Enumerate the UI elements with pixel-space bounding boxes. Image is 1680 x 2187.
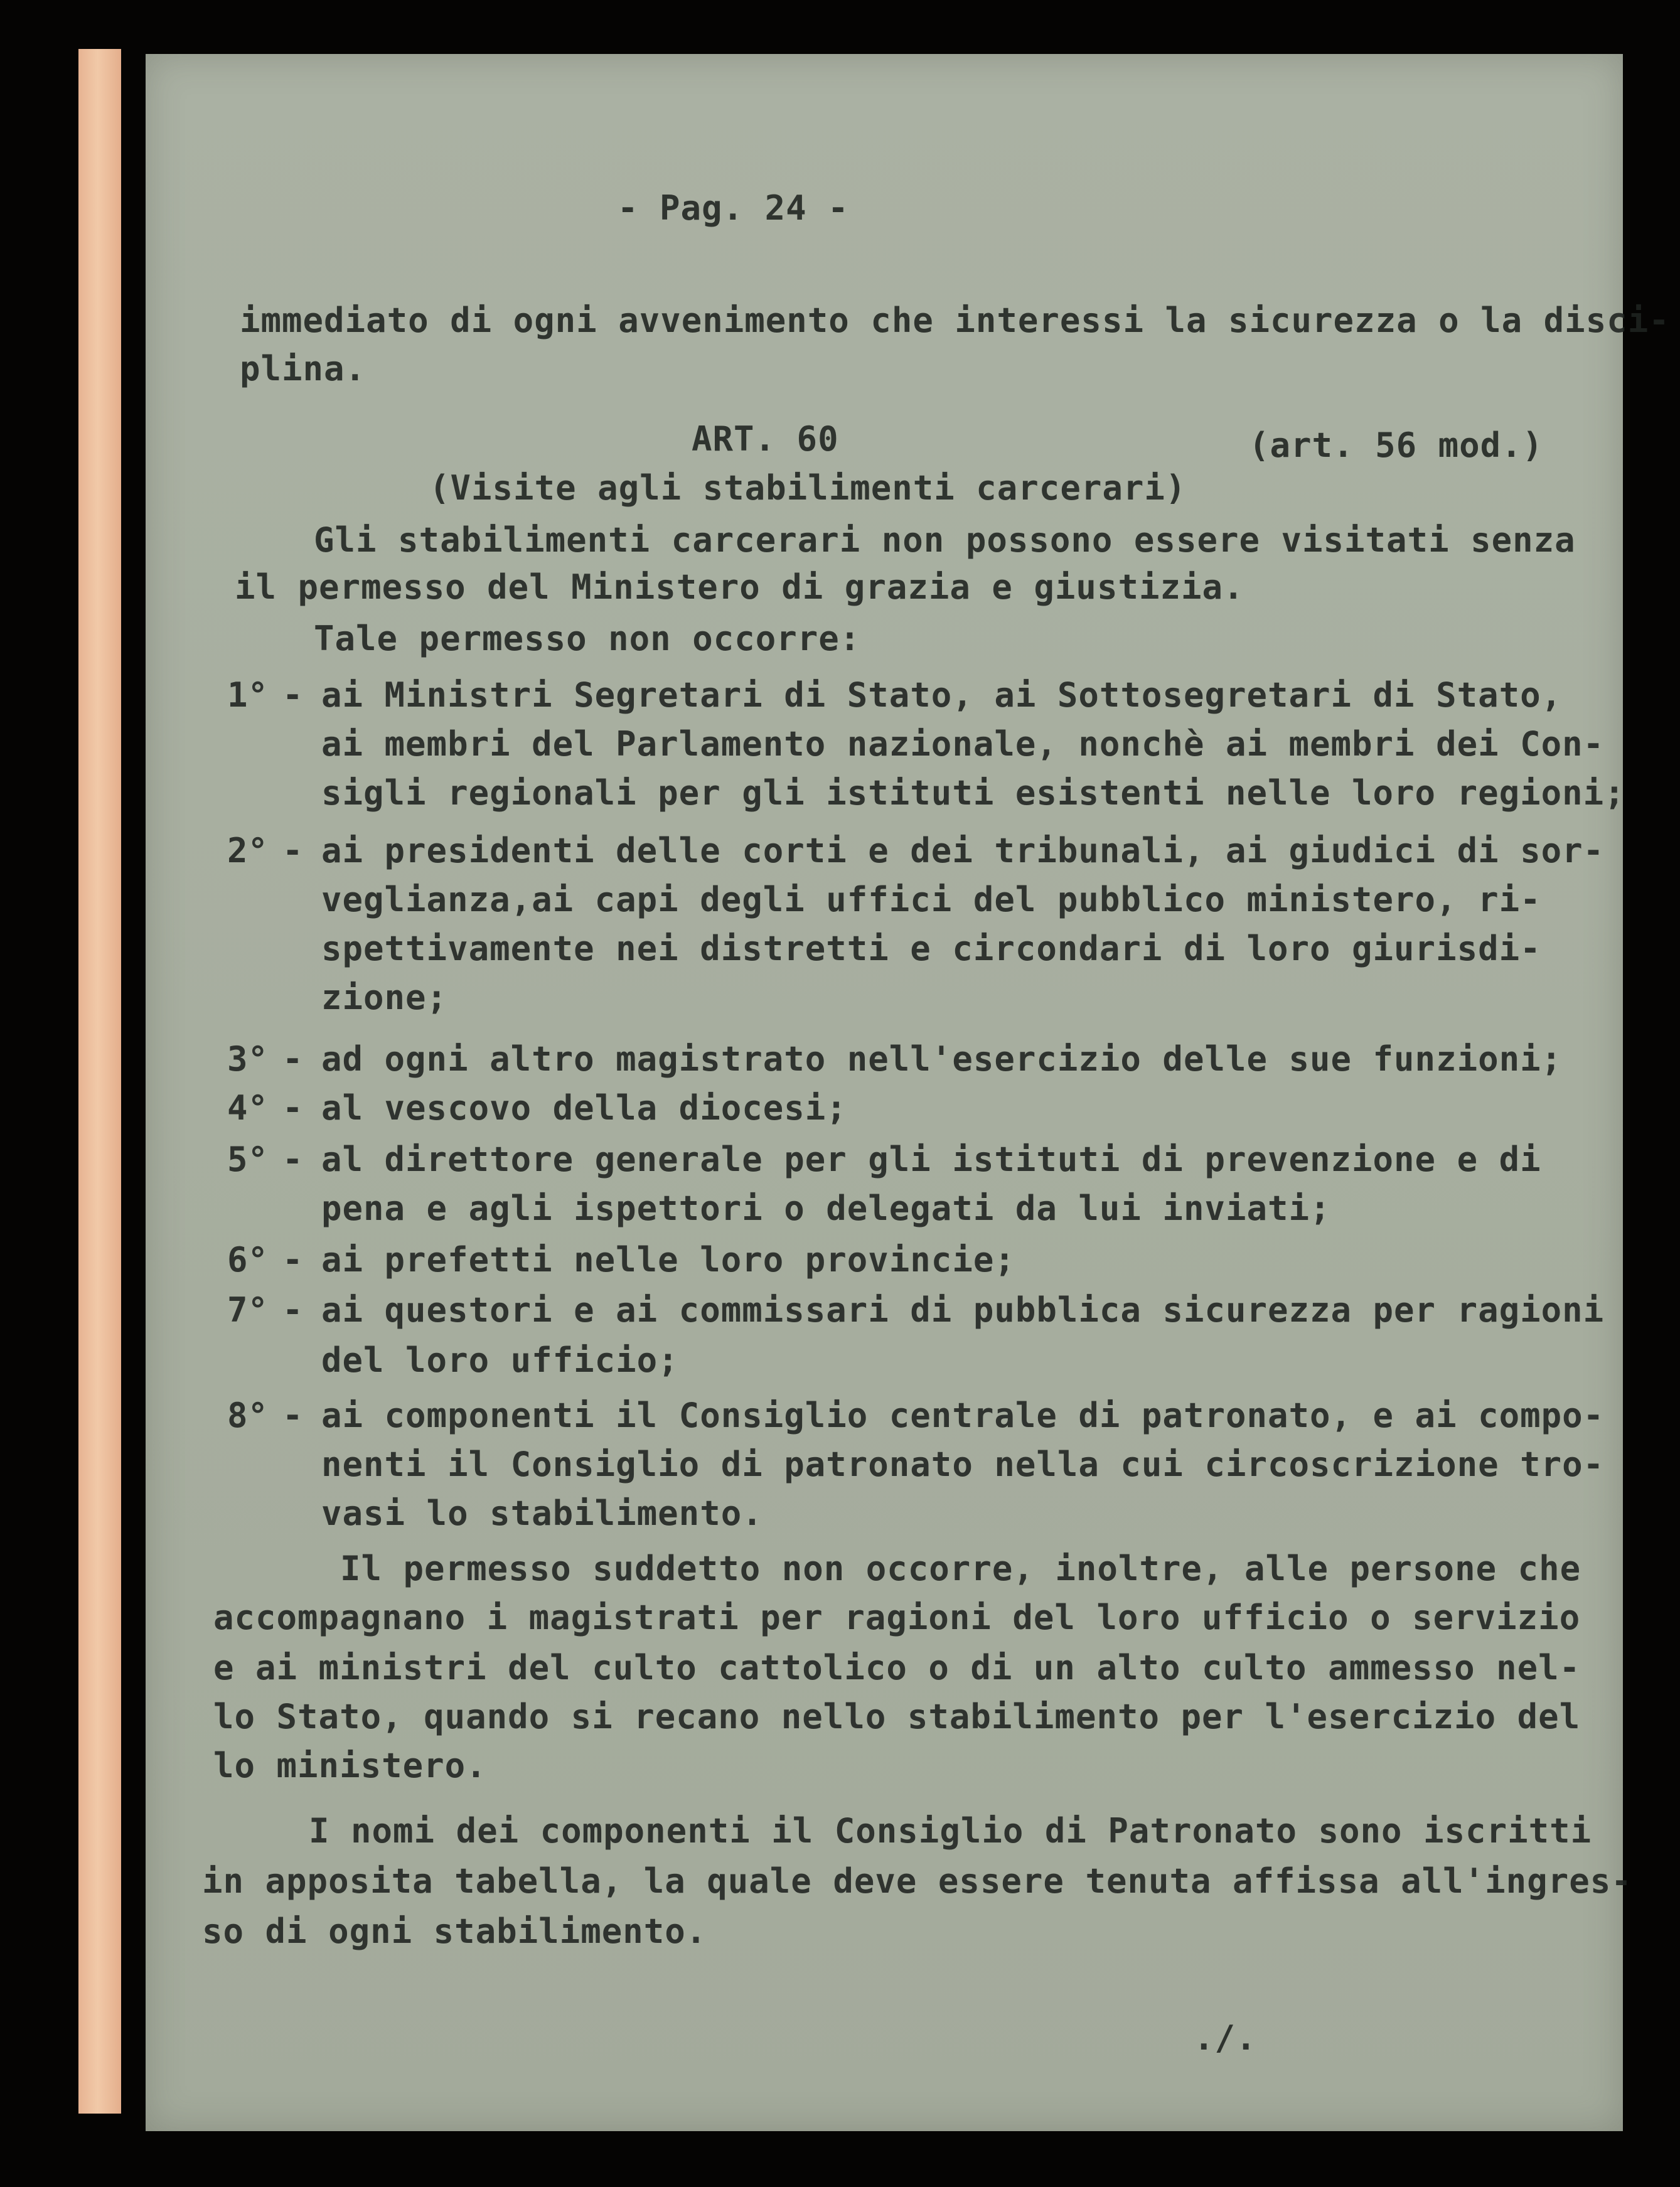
para4-line-3: so di ogni stabilimento. — [202, 1912, 707, 1951]
para1-line-1: Gli stabilimenti carcerari non possono essere visitati senza — [314, 520, 1576, 560]
item-8-line-3: vasi lo stabilimento. — [321, 1494, 763, 1533]
intro-line-1: immediato di ogni avvenimento che interessi la sicurezza o la disci- — [240, 301, 1670, 340]
article-reference: (art. 56 mod.) — [1249, 425, 1544, 465]
item-4-dash: - — [282, 1088, 303, 1128]
item-7-line-1: ai questori e ai commissari di pubblica sicurezza per ragioni — [321, 1290, 1605, 1330]
intro-line-2: plina. — [240, 349, 366, 388]
item-6-dash: - — [282, 1240, 303, 1280]
item-1-line-3: sigli regionali per gli istituti esistenti nelle loro regioni; — [321, 773, 1625, 813]
item-8-line-2: nenti il Consiglio di patronato nella cui circoscrizione tro- — [321, 1445, 1605, 1484]
item-2-line-4: zione; — [321, 978, 448, 1017]
item-3-dash: - — [282, 1039, 303, 1079]
item-3-line-1: ad ogni altro magistrato nell'esercizio delle sue funzioni; — [321, 1039, 1563, 1079]
page-edge-strip — [78, 49, 121, 2114]
item-6-line-1: ai prefetti nelle loro provincie; — [321, 1240, 1015, 1280]
item-8-line-1: ai componenti il Consiglio centrale di patronato, e ai compo- — [321, 1396, 1605, 1435]
para4-line-2: in apposita tabella, la quale deve essere tenuta affissa all'ingres- — [202, 1861, 1632, 1901]
para3-line-2: accompagnano i magistrati per ragioni del loro ufficio o servizio — [213, 1598, 1581, 1637]
item-2-dash: - — [282, 831, 303, 870]
item-2-line-2: veglianza,ai capi degli uffici del pubblico ministero, ri- — [321, 880, 1541, 919]
item-1-number: 1° — [227, 675, 269, 715]
item-2-number: 2° — [227, 831, 269, 870]
para3-line-5: lo ministero. — [213, 1746, 487, 1785]
item-2-line-1: ai presidenti delle corti e dei tribunali, ai giudici di sor- — [321, 831, 1605, 870]
para3-line-3: e ai ministri del culto cattolico o di un alto culto ammesso nel- — [213, 1648, 1581, 1687]
para1-line-2: il permesso del Ministero di grazia e giustizia. — [235, 567, 1244, 607]
continuation-mark: ./. — [1194, 2018, 1257, 2058]
item-3-number: 3° — [227, 1039, 269, 1079]
item-7-dash: - — [282, 1290, 303, 1330]
page-header: - Pag. 24 - — [618, 188, 849, 228]
item-6-number: 6° — [227, 1240, 269, 1280]
item-7-line-2: del loro ufficio; — [321, 1340, 679, 1380]
item-5-line-2: pena e agli ispettori o delegati da lui inviati; — [321, 1189, 1331, 1228]
item-2-line-3: spettivamente nei distretti e circondari di loro giurisdi- — [321, 929, 1541, 968]
para3-line-4: lo Stato, quando si recano nello stabilimento per l'esercizio del — [213, 1697, 1581, 1736]
item-1-dash: - — [282, 675, 303, 715]
item-7-number: 7° — [227, 1290, 269, 1330]
item-1-line-1: ai Ministri Segretari di Stato, ai Sottosegretari di Stato, — [321, 675, 1563, 715]
typewritten-page — [146, 54, 1670, 2131]
item-4-number: 4° — [227, 1088, 269, 1128]
para3-line-1: Il permesso suddetto non occorre, inoltre, alle persone che — [340, 1549, 1581, 1588]
article-number: ART. 60 — [692, 419, 839, 459]
item-8-dash: - — [282, 1396, 303, 1435]
item-5-number: 5° — [227, 1140, 269, 1179]
item-5-line-1: al direttore generale per gli istituti di prevenzione e di — [321, 1140, 1541, 1179]
para4-line-1: I nomi dei componenti il Consiglio di Patronato sono iscritti — [309, 1811, 1592, 1851]
item-4-line-1: al vescovo della diocesi; — [321, 1088, 847, 1128]
item-8-number: 8° — [227, 1396, 269, 1435]
para2: Tale permesso non occorre: — [314, 619, 861, 658]
article-title: (Visite agli stabilimenti carcerari) — [429, 468, 1187, 508]
item-5-dash: - — [282, 1140, 303, 1179]
item-1-line-2: ai membri del Parlamento nazionale, nonchè ai membri dei Con- — [321, 724, 1605, 764]
